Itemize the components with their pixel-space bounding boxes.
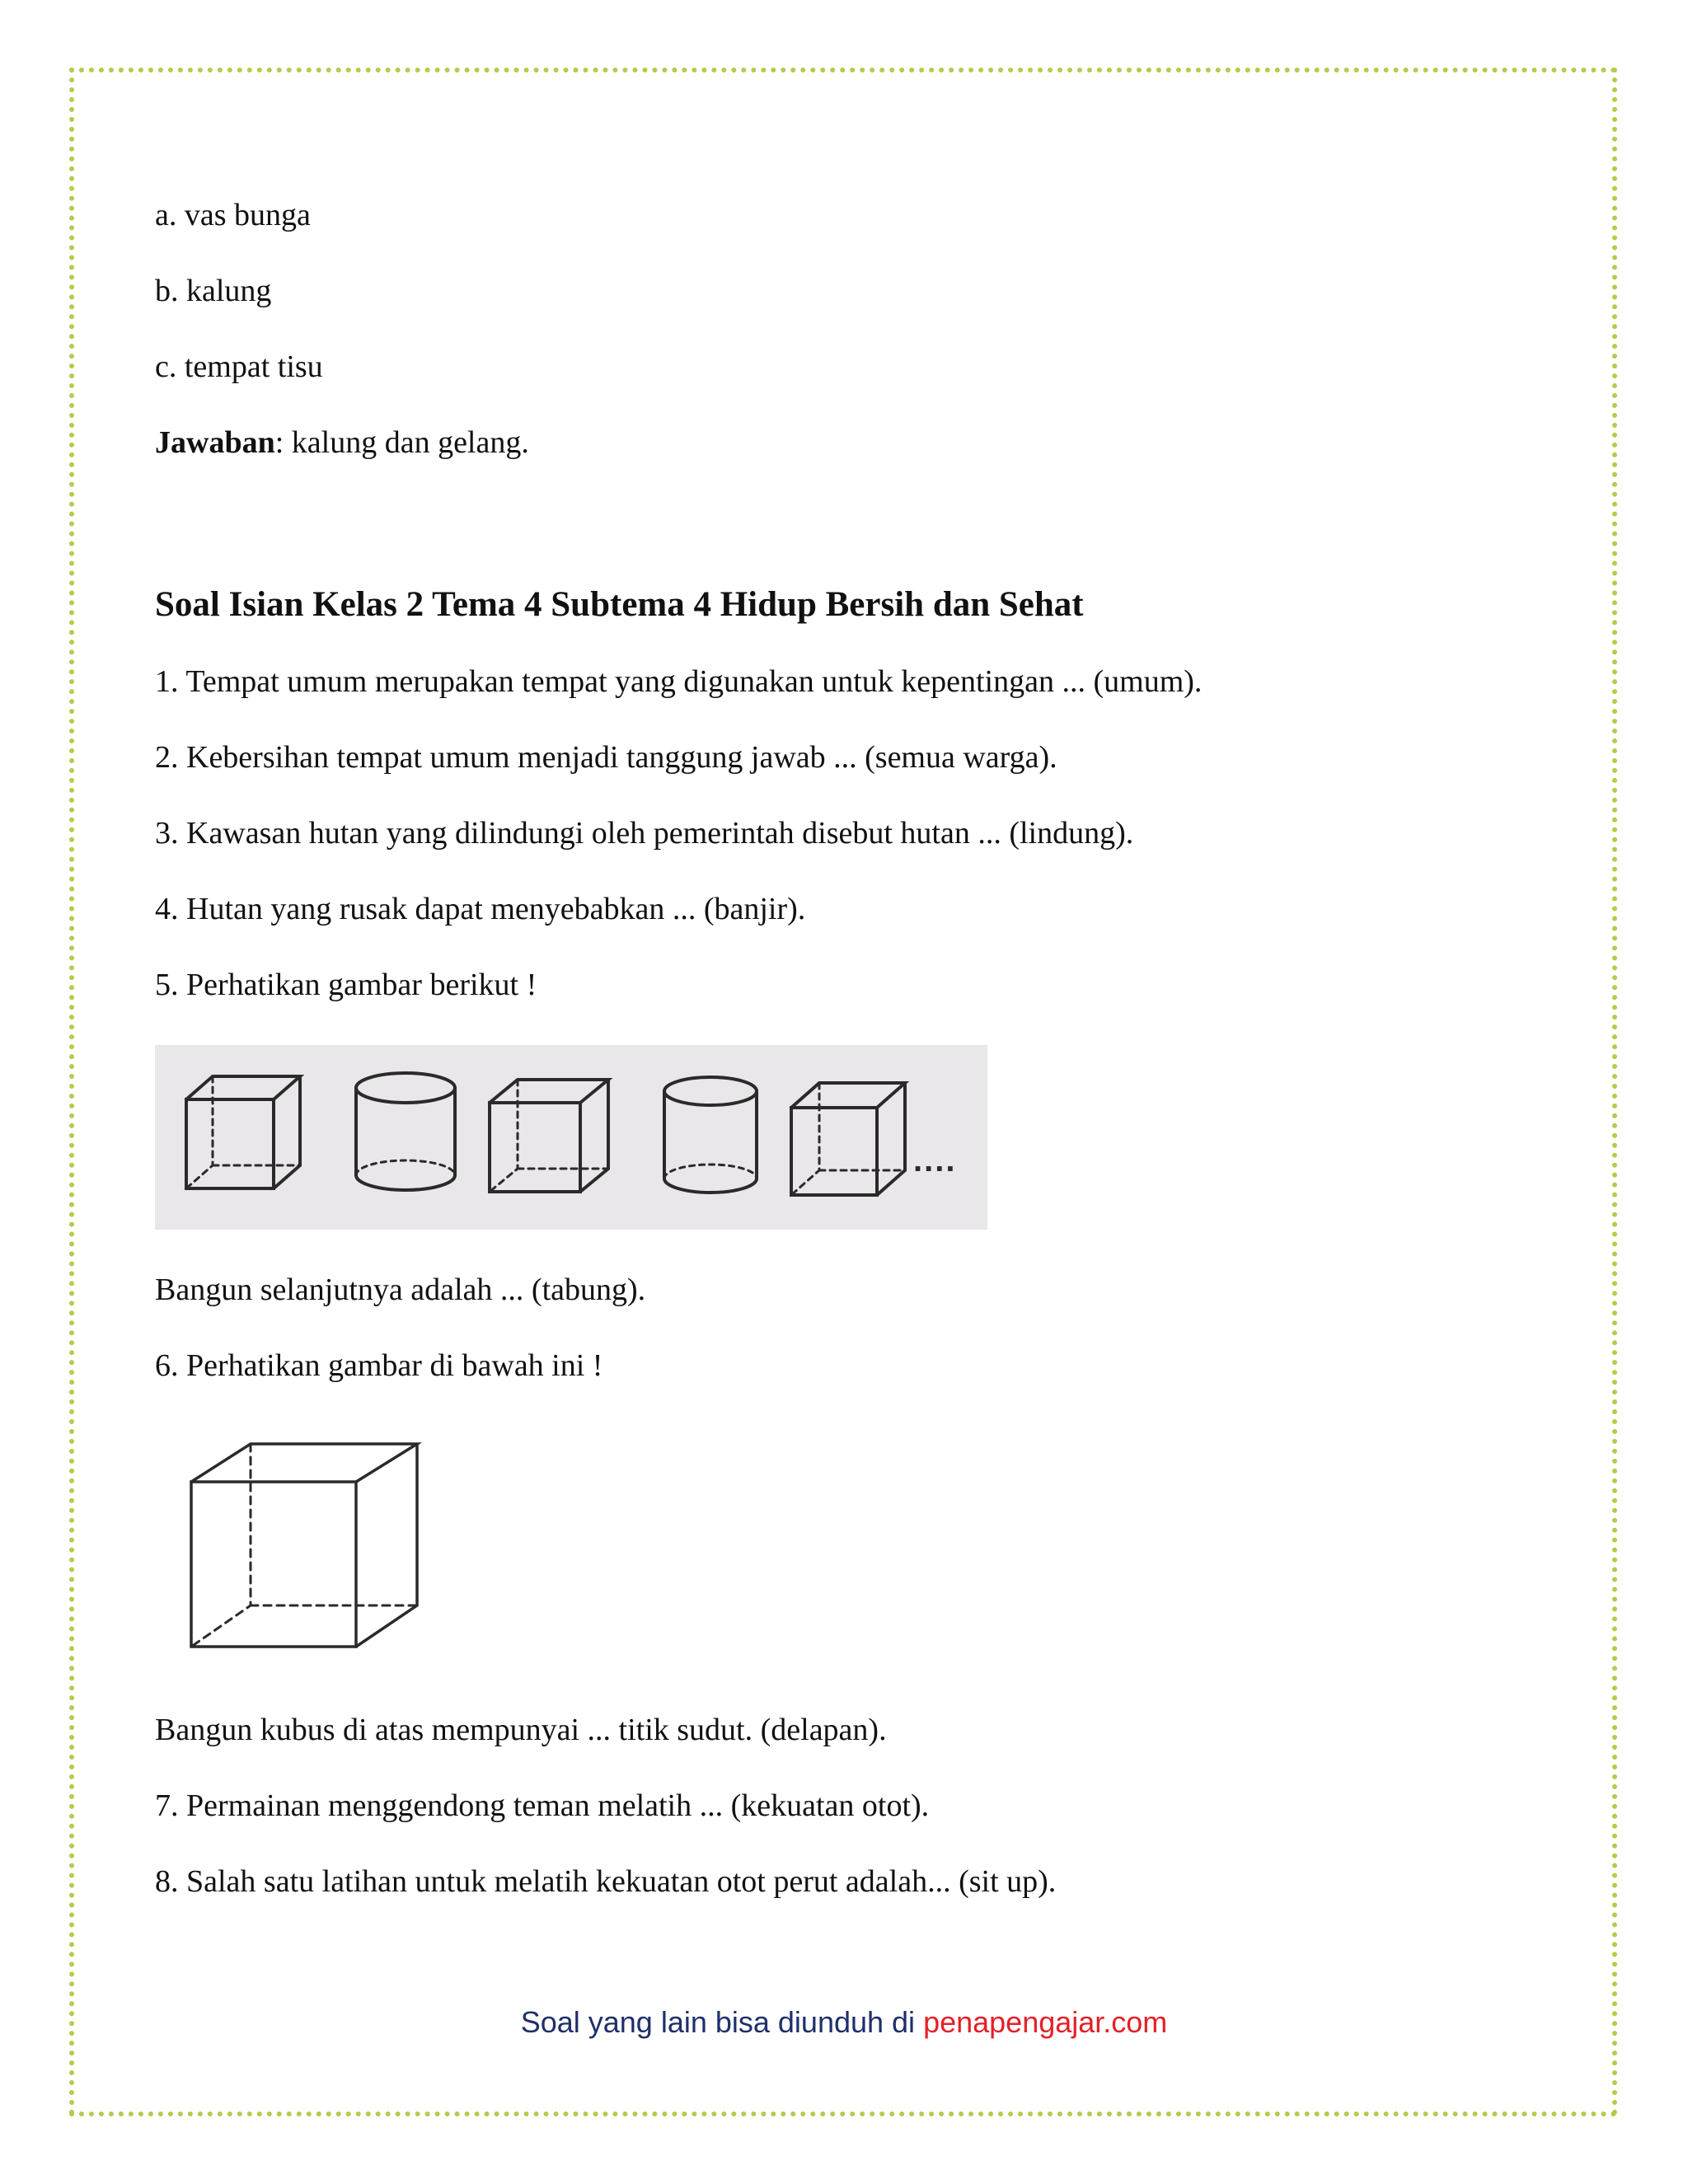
question-1: 1. Tempat umum merupakan tempat yang digunakan untuk kepentingan ... (umum). [155,664,1203,699]
question-4: 4. Hutan yang rusak dapat menyebabkan ... (banjir). [155,892,806,926]
shape-pattern-figure [155,1045,987,1230]
question-5-answer: Bangun selanjutnya adalah ... (tabung). [155,1272,646,1307]
pattern-cube-3 [791,1083,905,1195]
pattern-cube-2 [490,1080,608,1192]
footer-link[interactable]: penapengajar.com [923,2005,1168,2039]
option-b: b. kalung [155,274,272,308]
pattern-cube-1 [186,1076,300,1188]
question-6-answer: Bangun kubus di atas mempunyai ... titik sudut. (delapan). [155,1713,887,1747]
pattern-cylinder-2 [664,1077,757,1193]
cube-figure [181,1436,429,1653]
question-2: 2. Kebersihan tempat umum menjadi tanggung jawab ... (semua warga). [155,740,1057,775]
question-3: 3. Kawasan hutan yang dilindungi oleh pemerintah disebut hutan ... (lindung). [155,816,1134,851]
footer [0,2004,1688,2041]
question-5: 5. Perhatikan gambar berikut ! [155,968,537,1002]
answer-line [155,424,529,462]
option-c: c. tempat tisu [155,349,323,384]
question-8: 8. Salah satu latihan untuk melatih kekuatan otot perut adalah... (sit up). [155,1864,1057,1899]
answer-label: Jawaban [155,425,275,460]
option-a: a. vas bunga [155,198,311,232]
question-6: 6. Perhatikan gambar di bawah ini ! [155,1348,603,1383]
question-7: 7. Permainan menggendong teman melatih ... (kekuatan otot). [155,1788,930,1823]
section-title: Soal Isian Kelas 2 Tema 4 Subtema 4 Hidup Bersih dan Sehat [155,585,1084,624]
answer-text: : kalung dan gelang. [274,425,529,460]
pattern-continuation: .... [913,1142,957,1179]
pattern-cylinder-1 [356,1073,455,1190]
footer-text: Soal yang lain bisa diunduh di [520,2005,924,2039]
